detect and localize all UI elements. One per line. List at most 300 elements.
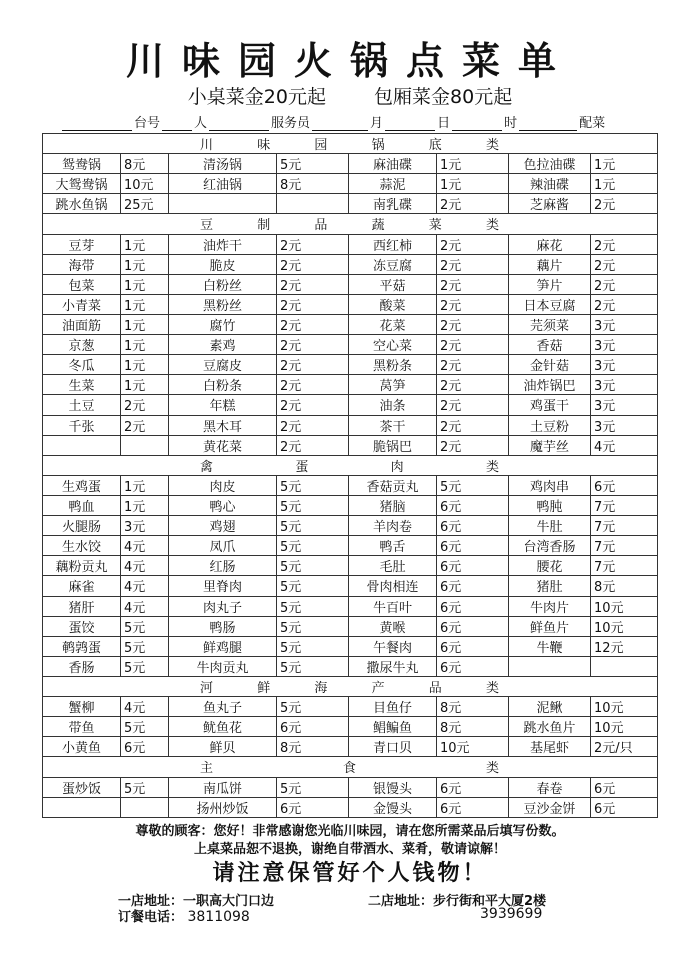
dish-price: 6元 (437, 656, 509, 676)
blank-spacer (209, 117, 269, 131)
menu-row (43, 737, 658, 757)
dish-name: 腰花 (509, 556, 591, 576)
menu-row (43, 636, 658, 656)
dish-price: 5元 (277, 596, 349, 616)
dish-name (43, 797, 121, 817)
dish-name: 鸭肫 (509, 495, 591, 515)
dish-name: 猪脑 (349, 495, 437, 515)
dish-price: 5元 (121, 717, 169, 737)
dish-name: 芝麻酱 (509, 194, 591, 214)
dish-name: 藕片 (509, 254, 591, 274)
order-phone-line (118, 906, 250, 925)
dish-price: 5元 (277, 154, 349, 174)
order-info-line (62, 112, 642, 131)
dish-name: 猪肚 (509, 576, 591, 596)
store2-phone[interactable]: 3939699 (480, 906, 543, 922)
menu-row (43, 274, 658, 294)
dish-price: 4元 (121, 697, 169, 717)
dish-name: 牛肚 (509, 516, 591, 536)
dish-name: 黑粉条 (349, 355, 437, 375)
dish-price: 2元 (437, 234, 509, 254)
dish-price: 2元 (277, 294, 349, 314)
menu-row (43, 435, 658, 455)
dish-name: 鲜鸡腿 (169, 636, 277, 656)
dish-name: 京葱 (43, 335, 121, 355)
dish-name: 午餐肉 (349, 636, 437, 656)
dish-name: 笋片 (509, 274, 591, 294)
menu-row (43, 395, 658, 415)
dish-price (121, 435, 169, 455)
dish-price: 2元 (437, 415, 509, 435)
blank-persons[interactable] (162, 117, 192, 131)
dish-name: 跳水鱼锅 (43, 194, 121, 214)
dish-price: 1元 (437, 174, 509, 194)
min-private-room: 包厢菜金80元起 (374, 86, 513, 108)
dish-price: 6元 (437, 777, 509, 797)
menu-row (43, 475, 658, 495)
minimum-charge-line (0, 82, 700, 109)
dish-price: 3元 (591, 314, 658, 334)
dish-name: 蛋炒饭 (43, 777, 121, 797)
dish-name (169, 194, 277, 214)
dish-name: 豆腐皮 (169, 355, 277, 375)
dish-price: 6元 (437, 616, 509, 636)
dish-price: 5元 (277, 495, 349, 515)
dish-name: 扬州炒饭 (169, 797, 277, 817)
dish-price: 6元 (437, 596, 509, 616)
section-header-row (43, 757, 658, 777)
dish-price (591, 656, 658, 676)
dish-price: 2元 (121, 415, 169, 435)
dish-price: 1元 (121, 234, 169, 254)
dish-name: 红油锅 (169, 174, 277, 194)
dish-price: 2元 (437, 375, 509, 395)
dish-name: 年糕 (169, 395, 277, 415)
dish-price: 3元 (591, 335, 658, 355)
dish-price: 1元 (121, 274, 169, 294)
dish-price: 2元 (437, 194, 509, 214)
dish-price: 7元 (591, 536, 658, 556)
dish-name: 魔芋丝 (509, 435, 591, 455)
dish-price: 1元 (121, 335, 169, 355)
store1-address: 一店地址：一职高大门口边 (118, 894, 275, 909)
dish-name: 生鸡蛋 (43, 475, 121, 495)
dish-name: 鹌鹑蛋 (43, 636, 121, 656)
section-title-text: 禽 蛋 肉 类 (200, 459, 500, 475)
dish-name: 辣油碟 (509, 174, 591, 194)
label-day: 日 (437, 116, 451, 131)
dish-name: 蟹柳 (43, 697, 121, 717)
dish-name: 鸡蛋干 (509, 395, 591, 415)
dish-name: 黑木耳 (169, 415, 277, 435)
dish-price: 5元 (121, 656, 169, 676)
dish-name: 大鸳鸯锅 (43, 174, 121, 194)
section-title (43, 214, 658, 234)
dish-name: 凤爪 (169, 536, 277, 556)
dish-price: 10元 (591, 697, 658, 717)
dish-price: 8元 (437, 717, 509, 737)
dish-name: 鸡肉串 (509, 475, 591, 495)
dish-price: 8元 (437, 697, 509, 717)
dish-price: 6元 (591, 777, 658, 797)
dish-name: 素鸡 (169, 335, 277, 355)
dish-price (277, 194, 349, 214)
dish-name: 银馒头 (349, 777, 437, 797)
dish-name: 海带 (43, 254, 121, 274)
dish-price: 7元 (591, 516, 658, 536)
menu-row (43, 294, 658, 314)
dish-price (121, 797, 169, 817)
blank-waiter[interactable] (312, 117, 368, 131)
menu-row (43, 174, 658, 194)
dish-name: 清汤锅 (169, 154, 277, 174)
section-title (43, 676, 658, 696)
dish-price: 5元 (277, 636, 349, 656)
dish-price: 4元 (591, 435, 658, 455)
dish-name: 小黄鱼 (43, 737, 121, 757)
dish-name (509, 656, 591, 676)
dish-price: 2元 (437, 395, 509, 415)
dish-price: 2元 (437, 435, 509, 455)
dish-price: 5元 (277, 656, 349, 676)
dish-name: 莴笋 (349, 375, 437, 395)
menu-row (43, 516, 658, 536)
label-persons: 人 (194, 116, 208, 131)
section-header-row (43, 455, 658, 475)
dish-price: 4元 (121, 536, 169, 556)
menu-row (43, 355, 658, 375)
menu-row (43, 314, 658, 334)
dish-name: 牛鞭 (509, 636, 591, 656)
min-small-table: 小桌菜金20元起 (187, 86, 326, 108)
menu-title: 川味园火锅点菜单 (125, 38, 574, 83)
dish-name: 鸭舌 (349, 536, 437, 556)
dish-name: 生水饺 (43, 536, 121, 556)
menu-row (43, 656, 658, 676)
dish-name: 冻豆腐 (349, 254, 437, 274)
dish-name: 土豆 (43, 395, 121, 415)
section-header-row (43, 676, 658, 696)
dish-price: 2元 (277, 355, 349, 375)
dish-price: 5元 (277, 576, 349, 596)
menu-row (43, 254, 658, 274)
section-title-text: 主 食 类 (200, 761, 500, 777)
dish-price: 3元 (591, 395, 658, 415)
dish-price: 6元 (437, 636, 509, 656)
dish-name: 泥鳅 (509, 697, 591, 717)
dish-price: 5元 (277, 556, 349, 576)
section-title (43, 757, 658, 777)
dish-price: 2元 (437, 274, 509, 294)
dish-name: 油炸锅巴 (509, 375, 591, 395)
dish-price: 10元 (121, 174, 169, 194)
dish-name: 黄喉 (349, 616, 437, 636)
belongings-warning: 请注意保管好个人钱物！ (212, 861, 488, 886)
dish-price: 5元 (121, 636, 169, 656)
menu-row (43, 777, 658, 797)
dish-name: 鲜鱼片 (509, 616, 591, 636)
dish-name: 白粉丝 (169, 274, 277, 294)
dish-name: 麻雀 (43, 576, 121, 596)
dish-price: 6元 (277, 717, 349, 737)
dish-price: 2元 (277, 234, 349, 254)
dish-price: 6元 (437, 797, 509, 817)
dish-name: 冬瓜 (43, 355, 121, 375)
dish-price: 1元 (121, 254, 169, 274)
dish-name: 麻油碟 (349, 154, 437, 174)
menu-row (43, 495, 658, 515)
dish-name: 千张 (43, 415, 121, 435)
menu-row (43, 194, 658, 214)
dish-name: 茶干 (349, 415, 437, 435)
dish-name: 鱿鱼花 (169, 717, 277, 737)
dish-name: 蒜泥 (349, 174, 437, 194)
dish-name: 黄花菜 (169, 435, 277, 455)
dish-price: 5元 (277, 536, 349, 556)
dish-price: 2元 (591, 194, 658, 214)
dish-price: 6元 (591, 797, 658, 817)
dish-price: 2元 (591, 254, 658, 274)
dish-name: 包菜 (43, 274, 121, 294)
dish-price: 1元 (121, 355, 169, 375)
dish-name: 蛋饺 (43, 616, 121, 636)
dish-price: 2元 (591, 234, 658, 254)
dish-price: 5元 (121, 777, 169, 797)
dish-name: 里脊肉 (169, 576, 277, 596)
dish-price: 6元 (437, 536, 509, 556)
dish-price: 5元 (437, 475, 509, 495)
label-waiter: 服务员 (271, 116, 311, 131)
section-title (43, 134, 658, 154)
menu-row (43, 536, 658, 556)
menu-row (43, 234, 658, 254)
dish-name: 西红柿 (349, 234, 437, 254)
dish-price: 8元 (591, 576, 658, 596)
dish-name: 骨肉相连 (349, 576, 437, 596)
dish-name: 花菜 (349, 314, 437, 334)
dish-price: 4元 (121, 556, 169, 576)
dish-price: 2元 (277, 435, 349, 455)
dish-price: 1元 (591, 174, 658, 194)
dish-price: 6元 (437, 576, 509, 596)
store1-phone[interactable]: 3811098 (187, 909, 250, 925)
dish-name: 油条 (349, 395, 437, 415)
dish-price: 2元 (437, 314, 509, 334)
dish-price: 6元 (277, 797, 349, 817)
dish-price: 2元 (277, 254, 349, 274)
dish-name: 鸭心 (169, 495, 277, 515)
dish-name: 猪肝 (43, 596, 121, 616)
store2-address: 二店地址：步行街和平大厦2楼 (368, 894, 547, 909)
dish-price: 1元 (121, 475, 169, 495)
dish-price: 8元 (277, 737, 349, 757)
dish-price: 2元 (437, 355, 509, 375)
dish-name: 藕粉贡丸 (43, 556, 121, 576)
section-header-row (43, 214, 658, 234)
label-month: 月 (370, 116, 384, 131)
dish-name: 牛肉片 (509, 596, 591, 616)
dish-name: 鱼丸子 (169, 697, 277, 717)
blank-hour[interactable] (519, 117, 577, 131)
menu-row (43, 154, 658, 174)
dish-name: 鲳鳊鱼 (349, 717, 437, 737)
dish-price: 8元 (277, 174, 349, 194)
section-title-text: 河 鲜 海 产 品 类 (200, 681, 500, 696)
dish-price: 2元 (277, 314, 349, 334)
dish-name: 火腿肠 (43, 516, 121, 536)
dish-price: 6元 (121, 737, 169, 757)
dish-name: 带鱼 (43, 717, 121, 737)
dish-name: 香菇贡丸 (349, 475, 437, 495)
dish-price: 6元 (437, 516, 509, 536)
dish-price: 6元 (591, 475, 658, 495)
dish-name: 油炸干 (169, 234, 277, 254)
dish-price: 5元 (277, 516, 349, 536)
section-title-text: 豆 制 品 蔬 菜 类 (200, 218, 500, 234)
dish-name: 青口贝 (349, 737, 437, 757)
dish-name: 鸭血 (43, 495, 121, 515)
dish-name: 白粉条 (169, 375, 277, 395)
dish-name: 毛肚 (349, 556, 437, 576)
dish-price: 1元 (121, 294, 169, 314)
menu-row (43, 415, 658, 435)
menu-row (43, 335, 658, 355)
dish-price: 2元 (277, 375, 349, 395)
dish-name: 红肠 (169, 556, 277, 576)
dish-price: 1元 (591, 154, 658, 174)
dish-name: 鸳鸯锅 (43, 154, 121, 174)
dish-price: 2元 (437, 294, 509, 314)
dish-name: 羊肉卷 (349, 516, 437, 536)
menu-row (43, 616, 658, 636)
dish-name: 油面筋 (43, 314, 121, 334)
label-hour: 时 (504, 116, 518, 131)
dish-name: 芫须菜 (509, 314, 591, 334)
dish-price: 1元 (121, 314, 169, 334)
dish-name: 金针菇 (509, 355, 591, 375)
dish-price: 5元 (121, 616, 169, 636)
section-header-row (43, 134, 658, 154)
dish-price: 2元 (591, 274, 658, 294)
dish-price: 10元 (591, 596, 658, 616)
dish-price: 3元 (591, 415, 658, 435)
dish-price: 2元 (277, 274, 349, 294)
dish-price: 2元 (437, 335, 509, 355)
dish-price: 6元 (437, 495, 509, 515)
dish-price: 2元 (277, 415, 349, 435)
dish-price: 25元 (121, 194, 169, 214)
notice-line-1: 尊敬的顾客：您好！非常感谢您光临川味园，请在您所需菜品后填写份数。 (135, 824, 565, 839)
dish-name: 南乳碟 (349, 194, 437, 214)
dish-name: 土豆粉 (509, 415, 591, 435)
dish-name: 台湾香肠 (509, 536, 591, 556)
dish-price: 10元 (591, 717, 658, 737)
dish-price: 7元 (591, 495, 658, 515)
dish-name: 豆芽 (43, 234, 121, 254)
dish-name: 空心菜 (349, 335, 437, 355)
dish-name: 日本豆腐 (509, 294, 591, 314)
dish-name: 鸭肠 (169, 616, 277, 636)
dish-price: 3元 (591, 355, 658, 375)
dish-price: 10元 (591, 616, 658, 636)
dish-price: 2元 (277, 395, 349, 415)
dish-name: 生菜 (43, 375, 121, 395)
blank-day[interactable] (452, 117, 502, 131)
dish-price: 12元 (591, 636, 658, 656)
dish-price: 3元 (121, 516, 169, 536)
dish-name: 小青菜 (43, 294, 121, 314)
label-table-no: 台号 (134, 116, 161, 131)
blank-table-no[interactable] (62, 117, 132, 131)
dish-name: 目鱼仔 (349, 697, 437, 717)
dish-price: 3元 (591, 375, 658, 395)
dish-price: 4元 (121, 576, 169, 596)
dish-price: 1元 (437, 154, 509, 174)
dish-name: 跳水鱼片 (509, 717, 591, 737)
dish-price: 2元 (591, 294, 658, 314)
menu-row (43, 596, 658, 616)
dish-name: 香肠 (43, 656, 121, 676)
dish-name: 鸡翅 (169, 516, 277, 536)
dish-name: 基尾虾 (509, 737, 591, 757)
dish-name: 肉皮 (169, 475, 277, 495)
dish-name: 春卷 (509, 777, 591, 797)
menu-row (43, 375, 658, 395)
dish-name: 豆沙金饼 (509, 797, 591, 817)
menu-row (43, 717, 658, 737)
order-phone-label: 订餐电话： (118, 910, 184, 925)
dish-price: 1元 (121, 375, 169, 395)
menu-row (43, 797, 658, 817)
dish-name: 牛百叶 (349, 596, 437, 616)
dish-price: 2元 (121, 395, 169, 415)
dish-name: 麻花 (509, 234, 591, 254)
dish-name: 肉丸子 (169, 596, 277, 616)
dish-name: 南瓜饼 (169, 777, 277, 797)
dish-price: 10元 (437, 737, 509, 757)
dish-price: 2元 (277, 335, 349, 355)
dish-name: 黑粉丝 (169, 294, 277, 314)
dish-name: 脆锅巴 (349, 435, 437, 455)
dish-name: 脆皮 (169, 254, 277, 274)
dish-price: 5元 (277, 777, 349, 797)
dish-name: 牛肉贡丸 (169, 656, 277, 676)
dish-name: 金馒头 (349, 797, 437, 817)
dish-price: 4元 (121, 596, 169, 616)
dish-name: 色拉油碟 (509, 154, 591, 174)
notice-line-2: 上桌菜品恕不退换，谢绝自带酒水、菜肴，敬请谅解！ (193, 842, 506, 857)
dish-name: 平菇 (349, 274, 437, 294)
menu-table (42, 133, 658, 818)
label-side-dish: 配菜 (579, 116, 606, 131)
dish-name (43, 435, 121, 455)
dish-name: 鲜贝 (169, 737, 277, 757)
dish-name: 香菇 (509, 335, 591, 355)
dish-price: 5元 (277, 475, 349, 495)
blank-month[interactable] (385, 117, 435, 131)
dish-price: 2元/只 (591, 737, 658, 757)
dish-price: 2元 (437, 254, 509, 274)
menu-row (43, 556, 658, 576)
dish-name: 酸菜 (349, 294, 437, 314)
menu-row (43, 697, 658, 717)
section-title (43, 455, 658, 475)
dish-price: 5元 (277, 616, 349, 636)
dish-price: 5元 (277, 697, 349, 717)
dish-price: 8元 (121, 154, 169, 174)
dish-price: 6元 (437, 556, 509, 576)
section-title-text: 川 味 园 锅 底 类 (200, 138, 500, 154)
